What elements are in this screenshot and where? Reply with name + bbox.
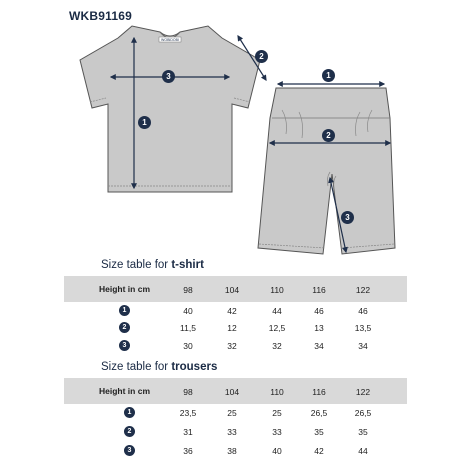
tshirt-size: 110 bbox=[270, 285, 284, 295]
tshirt-size: 104 bbox=[224, 285, 240, 295]
callout-tshirt-width: 3 bbox=[162, 70, 175, 83]
tshirt-cell: 40 bbox=[183, 306, 193, 316]
trousers-cell: 35 bbox=[314, 427, 324, 437]
tshirt-cell: 11,5 bbox=[180, 323, 196, 333]
trousers-cell: 33 bbox=[272, 427, 282, 437]
tshirt-cell: 34 bbox=[358, 341, 368, 351]
trousers-cell: 26,5 bbox=[354, 408, 372, 418]
tshirt-cell: 30 bbox=[183, 341, 193, 351]
callout-tshirt-sleeve: 2 bbox=[255, 50, 268, 63]
tshirt-cell: 44 bbox=[272, 306, 282, 316]
trousers-header-label: Height in cm bbox=[99, 386, 151, 396]
callout-tshirt-length: 1 bbox=[138, 116, 151, 129]
trousers-cell: 25 bbox=[272, 408, 282, 418]
callout-trousers-leg: 3 bbox=[341, 211, 354, 224]
callout-trousers-waist: 1 bbox=[322, 69, 335, 82]
trousers-size: 98 bbox=[183, 387, 193, 397]
trousers-cell: 35 bbox=[358, 427, 368, 437]
tshirt-size: 116 bbox=[312, 285, 326, 295]
tshirt-cell: 12 bbox=[227, 323, 237, 333]
tshirt-size: 98 bbox=[183, 285, 193, 295]
tshirt-cell: 32 bbox=[272, 341, 282, 351]
tshirt-cell: 13,5 bbox=[354, 323, 372, 333]
product-code: WKB91169 bbox=[69, 9, 132, 23]
tshirt-cell: 32 bbox=[227, 341, 237, 351]
trousers-row-marker: 1 bbox=[124, 407, 135, 418]
trousers-cell: 44 bbox=[358, 446, 368, 456]
tshirt-cell: 13 bbox=[314, 323, 324, 333]
trousers-size: 116 bbox=[312, 387, 326, 397]
trousers-cell: 25 bbox=[227, 408, 237, 418]
trousers-row-marker: 2 bbox=[124, 426, 135, 437]
tshirt-row-marker: 2 bbox=[119, 322, 130, 333]
trousers-size: 122 bbox=[355, 387, 371, 397]
tshirt-size: 122 bbox=[355, 285, 371, 295]
tshirt-row-marker: 1 bbox=[119, 305, 130, 316]
trousers-cell: 33 bbox=[227, 427, 237, 437]
trousers-table-title: Size table for trousers bbox=[101, 361, 218, 373]
tshirt-table-title: Size table for t-shirt bbox=[101, 259, 204, 271]
trousers-cell: 40 bbox=[272, 446, 282, 456]
trousers-cell: 23,5 bbox=[179, 408, 197, 418]
trousers-drawing bbox=[258, 84, 395, 254]
trousers-size: 110 bbox=[270, 387, 284, 397]
trousers-cell: 38 bbox=[227, 446, 237, 456]
tshirt-cell: 42 bbox=[227, 306, 237, 316]
trousers-cell: 36 bbox=[183, 446, 193, 456]
trousers-cell: 42 bbox=[314, 446, 324, 456]
trousers-row-marker: 3 bbox=[124, 445, 135, 456]
tshirt-drawing bbox=[80, 26, 266, 192]
tshirt-header-label: Height in cm bbox=[99, 284, 151, 294]
trousers-cell: 31 bbox=[183, 427, 193, 437]
trousers-cell: 26,5 bbox=[310, 408, 328, 418]
svg-text:WOBIDOBI: WOBIDOBI bbox=[161, 38, 179, 42]
callout-trousers-hip: 2 bbox=[322, 129, 335, 142]
tshirt-cell: 46 bbox=[314, 306, 324, 316]
trousers-size: 104 bbox=[224, 387, 240, 397]
tshirt-cell: 46 bbox=[358, 306, 368, 316]
tshirt-cell: 12,5 bbox=[268, 323, 286, 333]
tshirt-row-marker: 3 bbox=[119, 340, 130, 351]
tshirt-cell: 34 bbox=[314, 341, 324, 351]
